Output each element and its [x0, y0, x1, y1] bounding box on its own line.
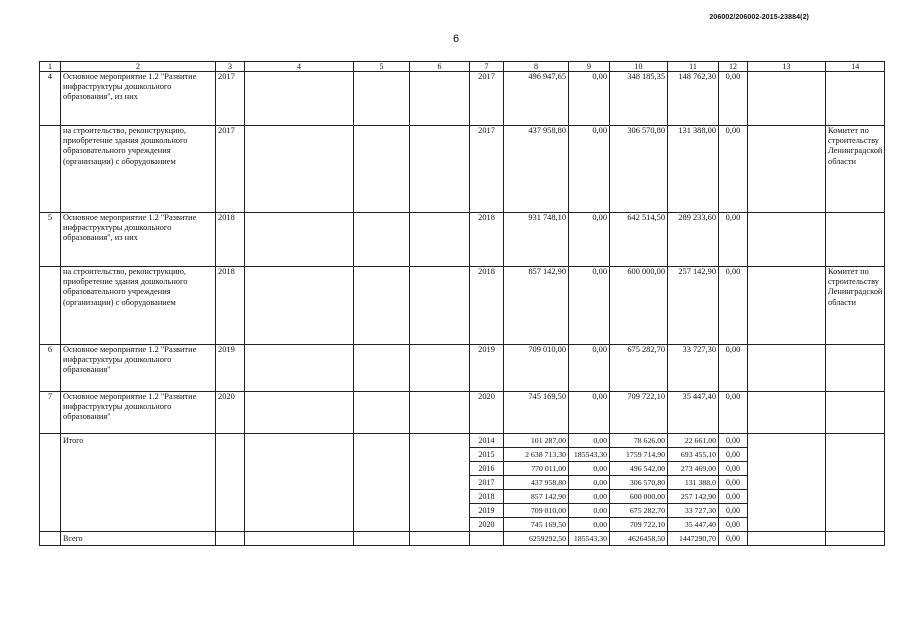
- empty-cell: [748, 213, 826, 267]
- empty-cell: [354, 267, 410, 345]
- empty-cell: [410, 267, 470, 345]
- empty-cell: [216, 434, 245, 532]
- year-cell: 2016: [470, 462, 504, 476]
- empty-cell: [748, 267, 826, 345]
- amount-cell: 600 000,00: [610, 267, 668, 345]
- column-number-9: 9: [569, 62, 610, 72]
- column-number-2: 2: [61, 62, 216, 72]
- empty-cell: [748, 72, 826, 126]
- amount-cell: 0,00: [569, 392, 610, 434]
- empty-cell: [748, 434, 826, 532]
- empty-cell: [354, 213, 410, 267]
- measure-name: Основное мероприятие 1.2 "Развитие инфраструктуры дошкольного образования", из них: [61, 72, 216, 126]
- amount-cell: 273 469,00: [668, 462, 719, 476]
- year-cell: 2017: [470, 476, 504, 490]
- amount-cell: 1447290,70: [668, 532, 719, 546]
- amount-cell: 496 947,65: [504, 72, 569, 126]
- amount-cell: 257 142,90: [668, 267, 719, 345]
- amount-cell: 0,00: [569, 213, 610, 267]
- amount-cell: 185543,30: [569, 448, 610, 462]
- year-cell: 2020: [470, 392, 504, 434]
- row-number: [40, 126, 61, 213]
- empty-cell: [245, 126, 354, 213]
- amount-cell: 0,00: [569, 72, 610, 126]
- executor-cell: [826, 72, 885, 126]
- empty-cell: [826, 532, 885, 546]
- amount-cell: 185543,30: [569, 532, 610, 546]
- amount-cell: 0,00: [719, 532, 748, 546]
- amount-cell: 0,00: [719, 434, 748, 448]
- column-number-10: 10: [610, 62, 668, 72]
- column-number-7: 7: [470, 62, 504, 72]
- amount-cell: 496 542,00: [610, 462, 668, 476]
- amount-cell: 33 727,30: [668, 504, 719, 518]
- amount-cell: 709 722,10: [610, 392, 668, 434]
- empty-cell: [748, 345, 826, 392]
- amount-cell: 0,00: [719, 126, 748, 213]
- measure-name: Основное мероприятие 1.2 "Развитие инфраструктуры дошкольного образования", из них: [61, 213, 216, 267]
- executor-cell: Комитет по строительству Ленинградской области: [826, 126, 885, 213]
- row-number: 6: [40, 345, 61, 392]
- amount-cell: 0,00: [719, 72, 748, 126]
- amount-cell: 148 762,30: [668, 72, 719, 126]
- empty-cell: [410, 532, 470, 546]
- amount-cell: 693 455,10: [668, 448, 719, 462]
- empty-cell: [354, 434, 410, 532]
- amount-cell: 2 638 713,30: [504, 448, 569, 462]
- amount-cell: 0,00: [569, 267, 610, 345]
- empty-cell: [354, 345, 410, 392]
- amount-cell: 306 570,80: [610, 126, 668, 213]
- empty-cell: [245, 392, 354, 434]
- vsego-row: [40, 532, 885, 546]
- amount-cell: 35 447,40: [668, 518, 719, 532]
- empty-cell: [354, 532, 410, 546]
- table-row: [40, 267, 885, 345]
- amount-cell: 0,00: [719, 392, 748, 434]
- empty-cell: [245, 532, 354, 546]
- year-cell: 2014: [470, 434, 504, 448]
- amount-cell: 289 233,60: [668, 213, 719, 267]
- empty-cell: [410, 434, 470, 532]
- amount-cell: 0,00: [719, 345, 748, 392]
- executor-cell: Комитет по строительству Ленинградской области: [826, 267, 885, 345]
- amount-cell: 0,00: [569, 462, 610, 476]
- column-number-4: 4: [245, 62, 354, 72]
- empty-cell: [410, 126, 470, 213]
- year-cell: 2017: [470, 126, 504, 213]
- column-number-6: 6: [410, 62, 470, 72]
- column-number-5: 5: [354, 62, 410, 72]
- amount-cell: 931 748,10: [504, 213, 569, 267]
- amount-cell: 770 011,00: [504, 462, 569, 476]
- amount-cell: 0,00: [719, 462, 748, 476]
- empty-cell: [245, 434, 354, 532]
- vsego-label: Всего: [61, 532, 216, 546]
- amount-cell: 4626458,50: [610, 532, 668, 546]
- year-cell: 2015: [470, 448, 504, 462]
- empty-cell: [410, 213, 470, 267]
- column-number-11: 11: [668, 62, 719, 72]
- amount-cell: 0,00: [719, 476, 748, 490]
- column-number-row: [40, 62, 885, 72]
- measure-name: Основное мероприятие 1.2 "Развитие инфраструктуры дошкольного образования": [61, 392, 216, 434]
- empty-cell: [216, 532, 245, 546]
- amount-cell: 0,00: [719, 267, 748, 345]
- year-cell: 2017: [216, 126, 245, 213]
- amount-cell: 0,00: [719, 448, 748, 462]
- amount-cell: 745 169,50: [504, 518, 569, 532]
- amount-cell: 78 626,00: [610, 434, 668, 448]
- amount-cell: 101 287,00: [504, 434, 569, 448]
- year-cell: 2018: [216, 267, 245, 345]
- amount-cell: 0,00: [719, 490, 748, 504]
- year-cell: 2017: [470, 72, 504, 126]
- measure-name: Основное мероприятие 1.2 "Развитие инфраструктуры дошкольного образования": [61, 345, 216, 392]
- empty-cell: [245, 213, 354, 267]
- row-number: [40, 267, 61, 345]
- empty-cell: [410, 392, 470, 434]
- amount-cell: 709 010,00: [504, 504, 569, 518]
- year-cell: 2018: [470, 213, 504, 267]
- amount-cell: 0,00: [719, 213, 748, 267]
- amount-cell: 0,00: [569, 345, 610, 392]
- amount-cell: 22 661,00: [668, 434, 719, 448]
- amount-cell: 0,00: [719, 518, 748, 532]
- amount-cell: 675 282,70: [610, 504, 668, 518]
- row-number: 5: [40, 213, 61, 267]
- column-number-3: 3: [216, 62, 245, 72]
- empty-cell: [40, 532, 61, 546]
- amount-cell: 1759 714,90: [610, 448, 668, 462]
- empty-cell: [40, 434, 61, 532]
- empty-cell: [245, 267, 354, 345]
- amount-cell: 0,00: [569, 476, 610, 490]
- empty-cell: [354, 72, 410, 126]
- amount-cell: 600 000,00: [610, 490, 668, 504]
- amount-cell: 257 142,90: [668, 490, 719, 504]
- column-number-8: 8: [504, 62, 569, 72]
- amount-cell: 0,00: [719, 504, 748, 518]
- column-number-12: 12: [719, 62, 748, 72]
- empty-cell: [354, 392, 410, 434]
- executor-cell: [826, 392, 885, 434]
- amount-cell: 0,00: [569, 434, 610, 448]
- amount-cell: 348 185,35: [610, 72, 668, 126]
- table-row: [40, 345, 885, 392]
- empty-cell: [748, 532, 826, 546]
- year-cell: 2019: [216, 345, 245, 392]
- year-cell: 2018: [216, 213, 245, 267]
- amount-cell: 857 142,90: [504, 267, 569, 345]
- empty-cell: [245, 345, 354, 392]
- table-row: [40, 213, 885, 267]
- amount-cell: 709 722,10: [610, 518, 668, 532]
- column-number-1: 1: [40, 62, 61, 72]
- amount-cell: 33 727,30: [668, 345, 719, 392]
- executor-cell: [826, 345, 885, 392]
- amount-cell: 642 514,50: [610, 213, 668, 267]
- amount-cell: 0,00: [569, 504, 610, 518]
- itogo-row: [40, 434, 885, 448]
- row-number: 7: [40, 392, 61, 434]
- year-cell: 2019: [470, 504, 504, 518]
- amount-cell: 6259292,50: [504, 532, 569, 546]
- amount-cell: 675 282,70: [610, 345, 668, 392]
- amount-cell: 0,00: [569, 126, 610, 213]
- year-cell: 2018: [470, 267, 504, 345]
- measure-name: на строительство, реконструкцию, приобретение здания дошкольного образовательного учреждения (организации) с оборудованием: [61, 126, 216, 213]
- table-row: [40, 72, 885, 126]
- empty-cell: [410, 345, 470, 392]
- amount-cell: 306 570,80: [610, 476, 668, 490]
- empty-cell: [826, 434, 885, 532]
- document-id: 206002/206002-2015-23884(2): [709, 14, 809, 21]
- financing-table: [39, 61, 885, 546]
- year-cell: 2020: [470, 518, 504, 532]
- amount-cell: 437 958,80: [504, 476, 569, 490]
- page-number: 6: [453, 33, 460, 45]
- empty-cell: [748, 392, 826, 434]
- amount-cell: 0,00: [569, 518, 610, 532]
- year-cell: 2020: [216, 392, 245, 434]
- itogo-label: Итого: [61, 434, 216, 532]
- executor-cell: [826, 213, 885, 267]
- empty-cell: [354, 126, 410, 213]
- empty-cell: [245, 72, 354, 126]
- measure-name: на строительство, реконструкцию, приобретение здания дошкольного образовательного учреждения (организации) с оборудованием: [61, 267, 216, 345]
- empty-cell: [470, 532, 504, 546]
- column-number-14: 14: [826, 62, 885, 72]
- amount-cell: 857 142,90: [504, 490, 569, 504]
- row-number: 4: [40, 72, 61, 126]
- amount-cell: 0,00: [569, 490, 610, 504]
- amount-cell: 131 388,0: [668, 476, 719, 490]
- amount-cell: 709 010,00: [504, 345, 569, 392]
- year-cell: 2018: [470, 490, 504, 504]
- empty-cell: [748, 126, 826, 213]
- amount-cell: 745 169,50: [504, 392, 569, 434]
- amount-cell: 437 958,80: [504, 126, 569, 213]
- amount-cell: 35 447,40: [668, 392, 719, 434]
- table-row: [40, 392, 885, 434]
- year-cell: 2019: [470, 345, 504, 392]
- empty-cell: [410, 72, 470, 126]
- year-cell: 2017: [216, 72, 245, 126]
- column-number-13: 13: [748, 62, 826, 72]
- amount-cell: 131 388,00: [668, 126, 719, 213]
- table-row: [40, 126, 885, 213]
